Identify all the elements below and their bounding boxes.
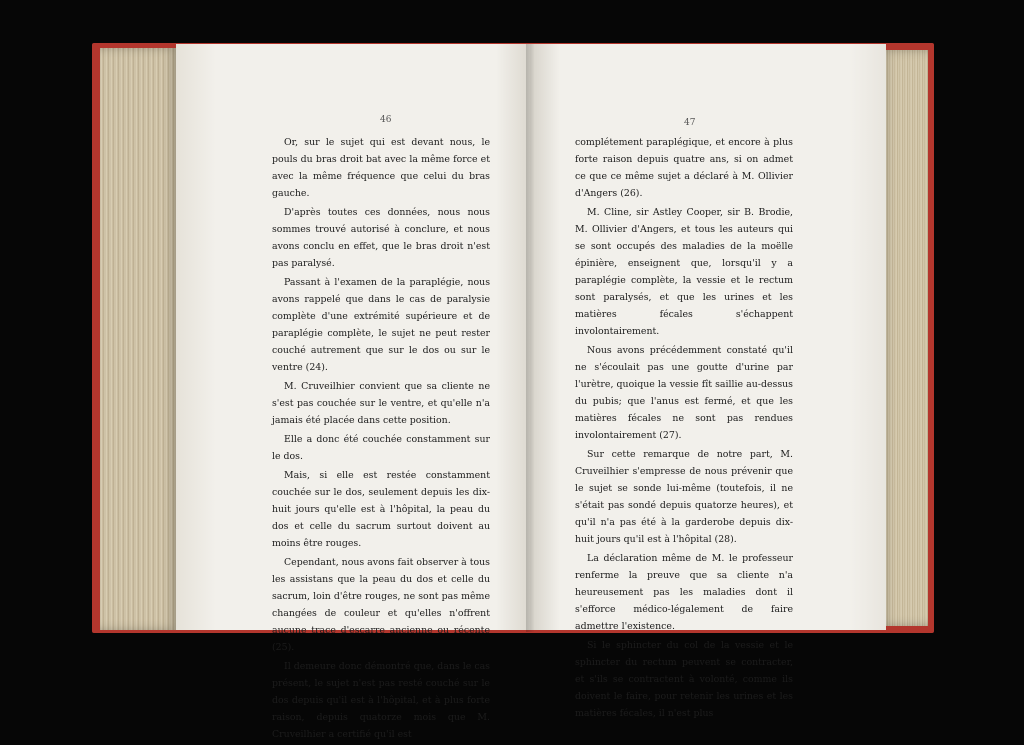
paragraph: M. Cruveilhier convient que sa cliente ne s'est pas couchée sur le ventre, et qu'elle n'a jamais été placée dans cette position. <box>272 381 490 426</box>
left-page-number: 46 <box>380 115 392 125</box>
paragraph: M. Cline, sir Astley Cooper, sir B. Brodie, M. Ollivier d'Angers, et tous les auteurs qui se sont occupés des maladies de la moëlle épinière, enseignent que, lorsqu'il y a paraplégie complète, la vessie et le rectum sont paralysés, et que les urines et les matières fécales s'échappent involontairement. <box>575 207 793 337</box>
paragraph: Mais, si elle est restée constamment couchée sur le dos, seulement depuis les dix-huit jours qu'elle est à l'hôpital, la peau du dos et celle du sacrum surtout doivent au moins être rouges. <box>272 470 490 549</box>
paragraph: Or, sur le sujet qui est devant nous, le pouls du bras droit bat avec la même force et avec la même fréquence que celui du bras gauche. <box>272 137 490 199</box>
paragraph: La déclaration même de M. le professeur renferme la preuve que sa cliente n'a heureusement pas les maladies dont il s'efforce médico-légalement de faire admettre l'existence. <box>575 553 793 632</box>
paragraph: Si le sphincter du col de la vessie et le sphincter du rectum peuvent se contracter, et s'ils se contractent à volonté, comme ils doivent le faire, pour retenir les urines et les matières fécales, il n'est plus <box>575 640 793 719</box>
page-edges-left <box>100 48 180 630</box>
open-book <box>92 40 934 634</box>
paragraph: D'après toutes ces données, nous nous sommes trouvé autorisé à conclure, et nous avons conclu en effet, que le bras droit n'est pas paralysé. <box>272 207 490 269</box>
right-page-number: 47 <box>684 118 696 128</box>
continuation-paragraph: complétement paraplégique, et encore à plus forte raison depuis quatre ans, si on admet ce que ce même sujet a déclaré à M. Ollivier d'Angers (26). <box>575 137 793 199</box>
paragraph: Nous avons précédemment constaté qu'il ne s'écoulait pas une goutte d'urine par l'urètre, quoique la vessie fît saillie au-dessus du pubis; que l'anus est fermé, et que les matières fécales ne sont pas rendues involontairement (27). <box>575 345 793 441</box>
paragraph: Cependant, nous avons fait observer à tous les assistans que la peau du dos et celle du sacrum, loin d'être rouges, ne sont pas même changées de couleur et qu'elles n'offrent aucune trace d'escarre ancienne ou récente (25). <box>272 557 490 653</box>
paragraph: Sur cette remarque de notre part, M. Cruveilhier s'empresse de nous prévenir que le sujet se sonde lui-même (toutefois, il ne s'était pas sondé depuis quatorze heures), et qu'il n'a pas été à la garderobe depuis dix-huit jours qu'il est à l'hôpital (28). <box>575 449 793 545</box>
paragraph: Passant à l'examen de la paraplégie, nous avons rappelé que dans le cas de paralysie complète d'une extrémité supérieure et de paraplégie complète, le sujet ne peut rester couché autrement que sur le dos ou sur le ventre (24). <box>272 277 490 373</box>
right-page-text <box>575 134 793 724</box>
spine-shadow <box>526 44 534 632</box>
left-page-text <box>272 134 490 745</box>
paragraph: Elle a donc été couchée constamment sur le dos. <box>272 434 490 462</box>
paragraph: Il demeure donc démontré que, dans le cas présent, le sujet n'est pas resté couché sur le dos depuis qu'il est à l'hôpital, et à plus forte raison, depuis quatorze mois que M. Cruveilhier a certifié qu'il est <box>272 661 490 740</box>
